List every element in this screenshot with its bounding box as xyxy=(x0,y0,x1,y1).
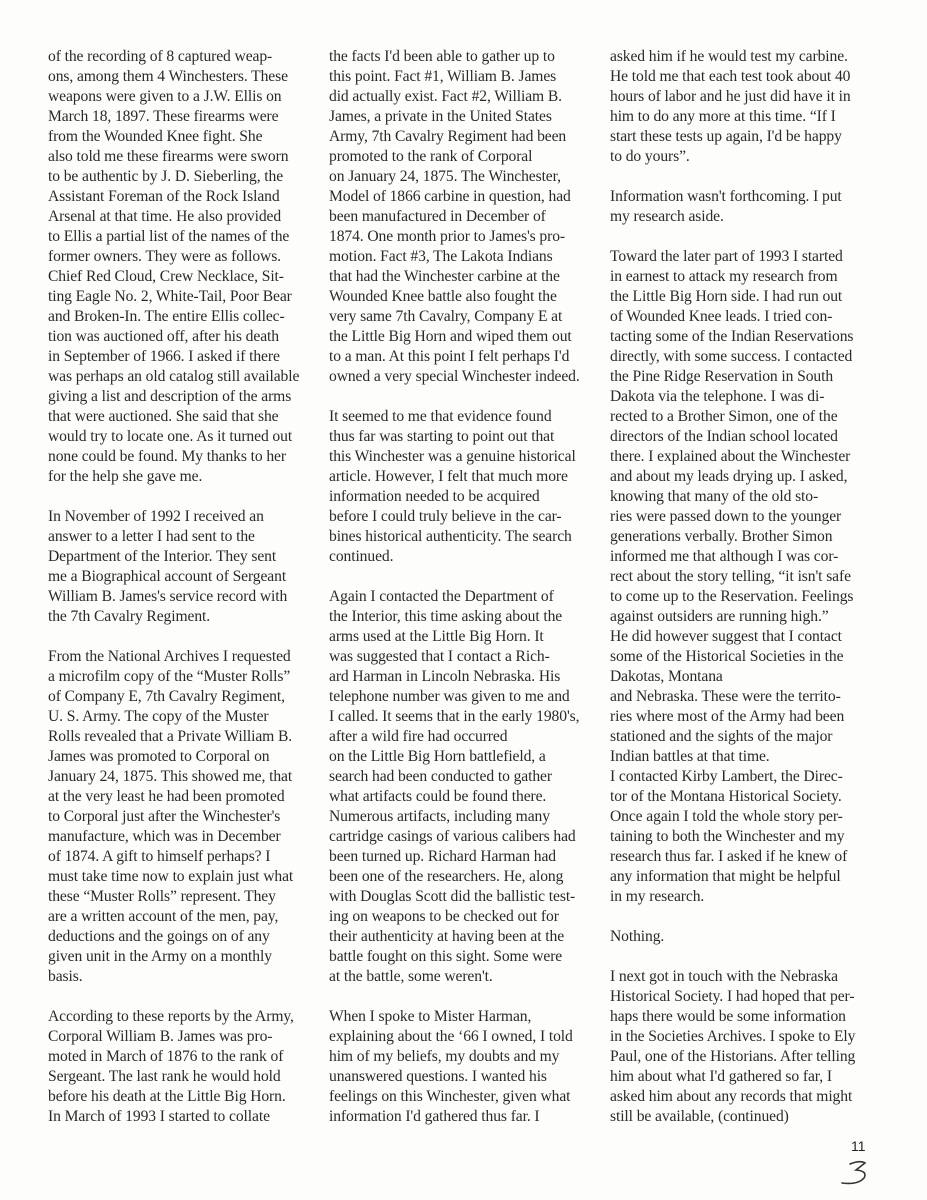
text-line: tion was auctioned off, after his death xyxy=(48,328,279,345)
text-column-2 xyxy=(329,47,619,1147)
text-line: ries were passed down to the younger xyxy=(610,508,842,525)
text-line: Corporal William B. James was pro- xyxy=(48,1028,273,1045)
text-line: In November of 1992 I received an xyxy=(48,508,264,525)
text-line: that were auctioned. She said that she xyxy=(48,408,279,425)
text-line: and about my leads drying up. I asked, xyxy=(610,468,848,485)
text-line: against outsiders are running high.” xyxy=(610,608,829,625)
text-line: ard Harman in Lincoln Nebraska. His xyxy=(329,668,561,685)
paragraph xyxy=(48,1007,338,1127)
text-line: He did however suggest that I contact xyxy=(610,628,842,645)
text-line: James, a private in the United States xyxy=(329,108,552,125)
text-line: very same 7th Cavalry, Company E at xyxy=(329,308,563,325)
text-line: to be authentic by J. D. Sieberling, the xyxy=(48,168,284,185)
text-line: with Douglas Scott did the ballistic test- xyxy=(329,888,576,905)
text-line: generations verbally. Brother Simon xyxy=(610,528,833,545)
text-line: to do yours”. xyxy=(610,148,690,165)
text-line: at the battle, some weren't. xyxy=(329,968,493,985)
text-line: Toward the later part of 1993 I started xyxy=(610,248,843,265)
text-line: motion. Fact #3, The Lakota Indians xyxy=(329,248,553,265)
page-number: 11 xyxy=(851,1138,866,1154)
text-line: these “Muster Rolls” represent. They xyxy=(48,888,276,905)
handwritten-page-mark xyxy=(838,1158,874,1188)
text-line: the Little Big Horn and wiped them out xyxy=(329,328,572,345)
text-line: some of the Historical Societies in the xyxy=(610,648,844,665)
text-line: research thus far. I asked if he knew of xyxy=(610,848,848,865)
text-line: Dakotas, Montana xyxy=(610,668,723,685)
text-line: James was promoted to Corporal on xyxy=(48,748,270,765)
text-line: still be available, (continued) xyxy=(610,1108,789,1125)
text-line: what artifacts could be found there. xyxy=(329,788,547,805)
text-line: a microfilm copy of the “Muster Rolls” xyxy=(48,668,291,685)
text-line: informed me that although I was cor- xyxy=(610,548,839,565)
text-line: start these tests up again, I'd be happy xyxy=(610,128,842,145)
text-line: stationed and the sights of the major xyxy=(610,728,833,745)
text-line: search had been conducted to gather xyxy=(329,768,552,785)
text-line: him of my beliefs, my doubts and my xyxy=(329,1048,560,1065)
text-line: to come up to the Reservation. Feelings xyxy=(610,588,854,605)
text-line: did actually exist. Fact #2, William B. xyxy=(329,88,562,105)
text-line: ries where most of the Army had been xyxy=(610,708,845,725)
text-line: manufacture, which was in December xyxy=(48,828,281,845)
text-line: hours of labor and he just did have it in xyxy=(610,88,851,105)
text-line: unanswered questions. I wanted his xyxy=(329,1068,547,1085)
text-line: I contacted Kirby Lambert, the Direc- xyxy=(610,768,843,785)
text-line: asked him if he would test my carbine. xyxy=(610,48,848,65)
text-line: rect about the story telling, “it isn't safe xyxy=(610,568,851,585)
text-line: directors of the Indian school located xyxy=(610,428,838,445)
text-line: asked him about any records that might xyxy=(610,1088,853,1105)
text-line: Rolls revealed that a Private William B. xyxy=(48,728,293,745)
text-line: telephone number was given to me and xyxy=(329,688,570,705)
text-line: must take time now to explain just what xyxy=(48,868,294,885)
text-line: to a man. At this point I felt perhaps I'd xyxy=(329,348,570,365)
text-line: on January 24, 1875. The Winchester, xyxy=(329,168,561,185)
text-line: him to do any more at this time. “If I xyxy=(610,108,836,125)
text-line: January 24, 1875. This showed me, that xyxy=(48,768,293,785)
text-line: was suggested that I contact a Rich- xyxy=(329,648,550,665)
text-line: weapons were given to a J.W. Ellis on xyxy=(48,88,282,105)
text-column-1 xyxy=(48,47,338,1147)
text-line: and Broken-In. The entire Ellis collec- xyxy=(48,308,285,325)
text-line: also told me these firearms were sworn xyxy=(48,148,289,165)
text-line: Once again I told the whole story per- xyxy=(610,808,843,825)
paragraph xyxy=(48,47,338,487)
text-line: before his death at the Little Big Horn. xyxy=(48,1088,286,1105)
text-line: to Ellis a partial list of the names of the xyxy=(48,228,290,245)
text-line: Nothing. xyxy=(610,928,665,945)
text-line: battle fought on this sight. Some were xyxy=(329,948,563,965)
text-line: ons, among them 4 Winchesters. These xyxy=(48,68,288,85)
text-line: Sergeant. The last rank he would hold xyxy=(48,1068,281,1085)
text-line: the facts I'd been able to gather up to xyxy=(329,48,555,65)
text-line: Department of the Interior. They sent xyxy=(48,548,277,565)
text-line: in September of 1966. I asked if there xyxy=(48,348,280,365)
text-line: rected to a Brother Simon, one of the xyxy=(610,408,838,425)
text-line: been turned up. Richard Harman had xyxy=(329,848,556,865)
text-column-3 xyxy=(610,47,900,1147)
text-line: knowing that many of the old sto- xyxy=(610,488,819,505)
text-line: the Pine Ridge Reservation in South xyxy=(610,368,834,385)
text-line: at the very least he had been promoted xyxy=(48,788,285,805)
paragraph xyxy=(610,247,900,907)
paragraph xyxy=(610,927,900,947)
text-line: In March of 1993 I started to collate xyxy=(48,1108,270,1125)
text-line: ting Eagle No. 2, White-Tail, Poor Bear xyxy=(48,288,292,305)
text-line: answer to a letter I had sent to the xyxy=(48,528,255,545)
text-line: would try to locate one. As it turned out xyxy=(48,428,293,445)
text-line: that had the Winchester carbine at the xyxy=(329,268,560,285)
text-line: Wounded Knee battle also fought the xyxy=(329,288,557,305)
paragraph xyxy=(610,47,900,167)
text-line: former owners. They were as follows. xyxy=(48,248,281,265)
text-line: the Little Big Horn side. I had run out xyxy=(610,288,843,305)
text-line: in my research. xyxy=(610,888,705,905)
text-line: their authenticity at having been at the xyxy=(329,928,565,945)
text-line: moted in March of 1876 to the rank of xyxy=(48,1048,284,1065)
text-line: It seemed to me that evidence found xyxy=(329,408,552,425)
text-line: Dakota via the telephone. I was di- xyxy=(610,388,825,405)
text-line: Chief Red Cloud, Crew Necklace, Sit- xyxy=(48,268,284,285)
text-line: of the recording of 8 captured weap- xyxy=(48,48,273,65)
text-line: Numerous artifacts, including many xyxy=(329,808,550,825)
paragraph xyxy=(329,587,619,987)
text-line: to Corporal just after the Winchester's xyxy=(48,808,281,825)
text-line: promoted to the rank of Corporal xyxy=(329,148,533,165)
paragraph xyxy=(48,507,338,627)
text-line: been one of the researchers. He, along xyxy=(329,868,564,885)
text-line: been manufactured in December of xyxy=(329,208,546,225)
text-line: taining to both the Winchester and my xyxy=(610,828,845,845)
text-line: He told me that each test took about 40 xyxy=(610,68,851,85)
text-line: tor of the Montana Historical Society. xyxy=(610,788,842,805)
text-line: me a Biographical account of Sergeant xyxy=(48,568,287,585)
text-line: I called. It seems that in the early 1980's, xyxy=(329,708,580,725)
paragraph xyxy=(610,967,900,1127)
text-line: Arsenal at that time. He also provided xyxy=(48,208,282,225)
text-line: Again I contacted the Department of xyxy=(329,588,554,605)
text-line: none could be found. My thanks to her xyxy=(48,448,286,465)
text-line: Paul, one of the Historians. After telling xyxy=(610,1048,856,1065)
text-line: this Winchester was a genuine historical xyxy=(329,448,576,465)
text-line: in earnest to attack my research from xyxy=(610,268,838,285)
text-line: William B. James's service record with xyxy=(48,588,288,605)
text-line: the 7th Cavalry Regiment. xyxy=(48,608,211,625)
text-line: arms used at the Little Big Horn. It xyxy=(329,628,544,645)
text-line: and Nebraska. These were the territo- xyxy=(610,688,841,705)
text-line: haps there would be some information xyxy=(610,1008,846,1025)
text-line: According to these reports by the Army, xyxy=(48,1008,294,1025)
text-line: I next got in touch with the Nebraska xyxy=(610,968,838,985)
text-line: given unit in the Army on a monthly xyxy=(48,948,272,965)
text-line: before I could truly believe in the car- xyxy=(329,508,562,525)
text-line: tacting some of the Indian Reservations xyxy=(610,328,854,345)
text-line: any information that might be helpful xyxy=(610,868,841,885)
text-line: U. S. Army. The copy of the Muster xyxy=(48,708,269,725)
text-line: cartridge casings of various calibers had xyxy=(329,828,576,845)
text-line: bines historical authenticity. The search xyxy=(329,528,572,545)
text-line: directly, with some success. I contacted xyxy=(610,348,853,365)
text-line: information I'd gathered thus far. I xyxy=(329,1108,540,1125)
text-line: 1874. One month prior to James's pro- xyxy=(329,228,566,245)
text-line: article. However, I felt that much more xyxy=(329,468,568,485)
text-line: Assistant Foreman of the Rock Island xyxy=(48,188,280,205)
text-line: explaining about the ‘66 I owned, I told xyxy=(329,1028,573,1045)
text-line: March 18, 1897. These firearms were xyxy=(48,108,279,125)
text-line: ing on weapons to be checked out for xyxy=(329,908,559,925)
text-line: for the help she gave me. xyxy=(48,468,203,485)
text-line: after a wild fire had occurred xyxy=(329,728,508,745)
text-line: in the Societies Archives. I spoke to Ely xyxy=(610,1028,856,1045)
text-line: continued. xyxy=(329,548,394,565)
text-line: of Company E, 7th Cavalry Regiment, xyxy=(48,688,285,705)
text-line: basis. xyxy=(48,968,83,985)
text-line: from the Wounded Knee fight. She xyxy=(48,128,263,145)
paragraph xyxy=(329,47,619,387)
text-line: Historical Society. I had hoped that per- xyxy=(610,988,855,1005)
text-line: Information wasn't forthcoming. I put xyxy=(610,188,842,205)
text-line: on the Little Big Horn battlefield, a xyxy=(329,748,546,765)
paragraph xyxy=(329,1007,619,1127)
text-line: there. I explained about the Winchester xyxy=(610,448,851,465)
text-line: of 1874. A gift to himself perhaps? I xyxy=(48,848,271,865)
text-line: giving a list and description of the arms xyxy=(48,388,292,405)
text-line: Model of 1866 carbine in question, had xyxy=(329,188,571,205)
text-line: information needed to be acquired xyxy=(329,488,540,505)
text-line: feelings on this Winchester, given what xyxy=(329,1088,571,1105)
text-line: Army, 7th Cavalry Regiment had been xyxy=(329,128,567,145)
text-line: When I spoke to Mister Harman, xyxy=(329,1008,532,1025)
text-line: Indian battles at that time. xyxy=(610,748,770,765)
text-line: him about what I'd gathered so far, I xyxy=(610,1068,832,1085)
text-line: of Wounded Knee leads. I tried con- xyxy=(610,308,833,325)
text-line: was perhaps an old catalog still available xyxy=(48,368,300,385)
paragraph xyxy=(48,647,338,987)
text-line: From the National Archives I requested xyxy=(48,648,291,665)
text-line: are a written account of the men, pay, xyxy=(48,908,279,925)
text-line: deductions and the goings on of any xyxy=(48,928,270,945)
text-line: this point. Fact #1, William B. James xyxy=(329,68,557,85)
paragraph xyxy=(610,187,900,227)
text-line: thus far was starting to point out that xyxy=(329,428,555,445)
paragraph xyxy=(329,407,619,567)
text-line: my research aside. xyxy=(610,208,724,225)
text-line: owned a very special Winchester indeed. xyxy=(329,368,580,385)
text-line: the Interior, this time asking about the xyxy=(329,608,563,625)
